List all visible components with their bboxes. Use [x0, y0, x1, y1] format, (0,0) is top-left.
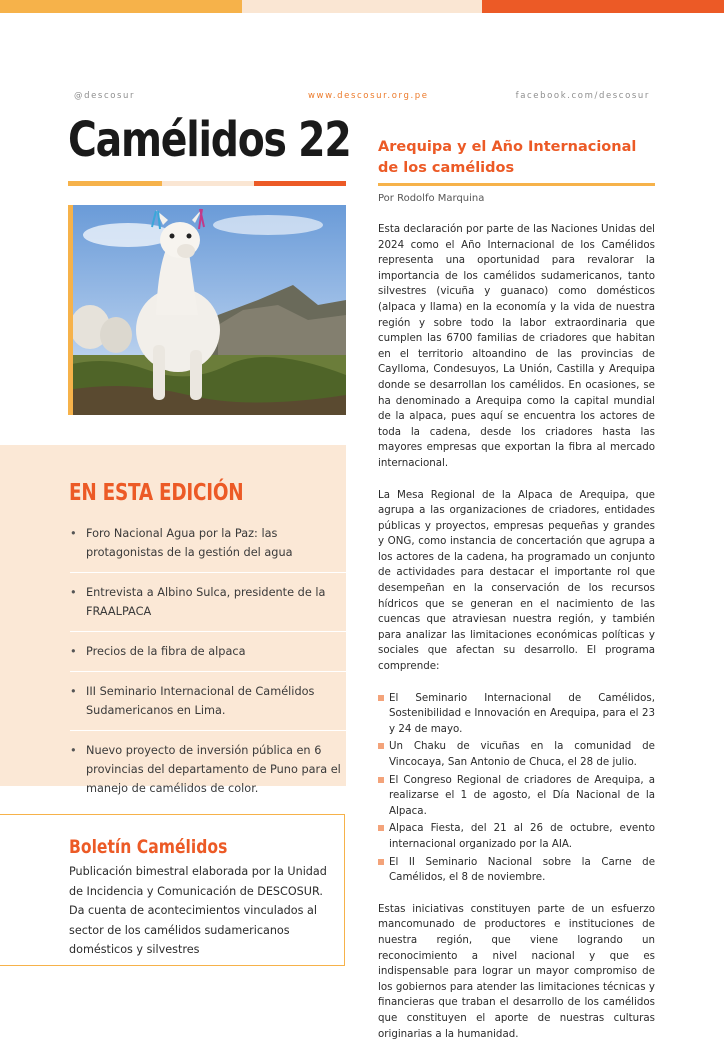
alpaca-illustration	[68, 205, 346, 415]
article-title-rule	[378, 183, 655, 186]
masthead-bar-orange	[254, 181, 346, 186]
edition-item[interactable]: • Entrevista a Albino Sulca, presidente de la FRAALPACA	[70, 581, 346, 632]
program-list	[378, 691, 655, 886]
header-website-link[interactable]: www.descosur.org.pe	[308, 91, 429, 101]
article-closing: Estas iniciativas constituyen parte de un esfuerzo mancomunado de productores e instituciones de nuestra región, que viene logrando un reconocimiento a nivel nacional y que es indispensable para lograr un mayor compromiso de los gobiernos para atender las limitaciones técnicas y financieras que traban el desarrollo de los camélidos que constituyen el aporte de nuestras culturas originarias a la humanidad.	[378, 902, 655, 1040]
program-item: El II Seminario Nacional sobre la Carne de Camélidos, el 8 de noviembre.	[378, 855, 655, 886]
article-paragraph: Esta declaración por parte de las Naciones Unidas del 2024 como el Año Internacional de los Camélidos representa una oportunidad para revalorar la importancia de los camélidos sudamericanos, tanto silvestres (vicuña y guanaco) como domésticos (alpaca y llama) en la economía y la vida de nuestra región y sobre todo la labor extraordinaria que cumplen las 6700 familias de criadores que habitan en el territorio altoandino de las provincias de Caylloma, Condesuyos, La Unión, Castilla y Arequipa donde se desarrollan los camélidos. En ocasiones, se ha denominado a Arequipa como la capital mundial de la alpaca, pues aquí se encuentra los actores de toda la cadena, desde los criadores hasta las mayores empresas que exportan la fibra al mercado internacional.	[378, 223, 655, 469]
masthead-bar-yellow	[68, 181, 162, 186]
header-facebook-link[interactable]: facebook.com/descosur	[515, 91, 650, 101]
edition-list	[70, 522, 346, 816]
article-byline: Por Rodolfo Marquina	[378, 193, 485, 204]
program-item: Un Chaku de vicuñas en la comunidad de Vincocaya, San Antonio de Chuca, el 28 de julio.	[378, 739, 655, 770]
article-body	[378, 222, 655, 1058]
edition-item[interactable]: • Foro Nacional Agua por la Paz: las protagonistas de la gestión del agua	[70, 522, 346, 573]
boletin-description: Publicación bimestral elaborada por la Unidad de Incidencia y Comunicación de DESCOSUR. Da cuenta de acontecimientos vinculados al sector de los camélidos sudamericanos domésticos y silvestres	[69, 865, 327, 956]
article-title: Arequipa y el Año Internacional de los camélidos	[378, 139, 637, 176]
photo-accent-bar	[68, 205, 73, 415]
top-color-bar-yellow	[0, 0, 242, 13]
program-item: El Congreso Regional de criadores de Arequipa, a realizarse el 1 de agosto, el Día Nacional de la Alpaca.	[378, 773, 655, 820]
top-color-bar-orange	[482, 0, 724, 13]
program-item: Alpaca Fiesta, del 21 al 26 de octubre, evento internacional organizado por la AIA.	[378, 821, 655, 852]
masthead-title: Camélidos 22	[68, 112, 351, 168]
edition-item[interactable]: • Nuevo proyecto de inversión pública en 6 provincias del departamento de Puno para el manejo de camélidos de color.	[70, 739, 346, 808]
masthead-bar-cream	[162, 181, 254, 186]
edition-item[interactable]: • III Seminario Internacional de Camélidos Sudamericanos en Lima.	[70, 680, 346, 731]
edition-title: EN ESTA EDICIÓN	[69, 480, 244, 506]
edition-item[interactable]: • Precios de la fibra de alpaca	[70, 640, 346, 672]
article-paragraph: La Mesa Regional de la Alpaca de Arequipa, que agrupa a las organizaciones de criadores, entidades públicas y proyectos, empresas pequeñas y grandes y ONG, como instancia de concertación que agrupa a los actores de la cadena, ha programado un conjunto de actividades para destacar el importante rol que desempeñan en la conservación de los recursos hídricos que se generan en el nacimiento de las cuencas que atraviesan nuestra región, y también para analizar las limitaciones económicas políticas y sociales que afectan su desarrollo. El programa comprende:	[378, 488, 655, 673]
boletin-title: Boletín Camélidos	[69, 836, 228, 858]
top-color-bar-cream	[242, 0, 482, 13]
header-social-handle: @descosur	[74, 91, 136, 101]
alpaca-photo	[68, 205, 346, 415]
program-item: El Seminario Internacional de Camélidos, Sostenibilidad e Innovación en Arequipa, para el 23 y 24 de mayo.	[378, 691, 655, 738]
